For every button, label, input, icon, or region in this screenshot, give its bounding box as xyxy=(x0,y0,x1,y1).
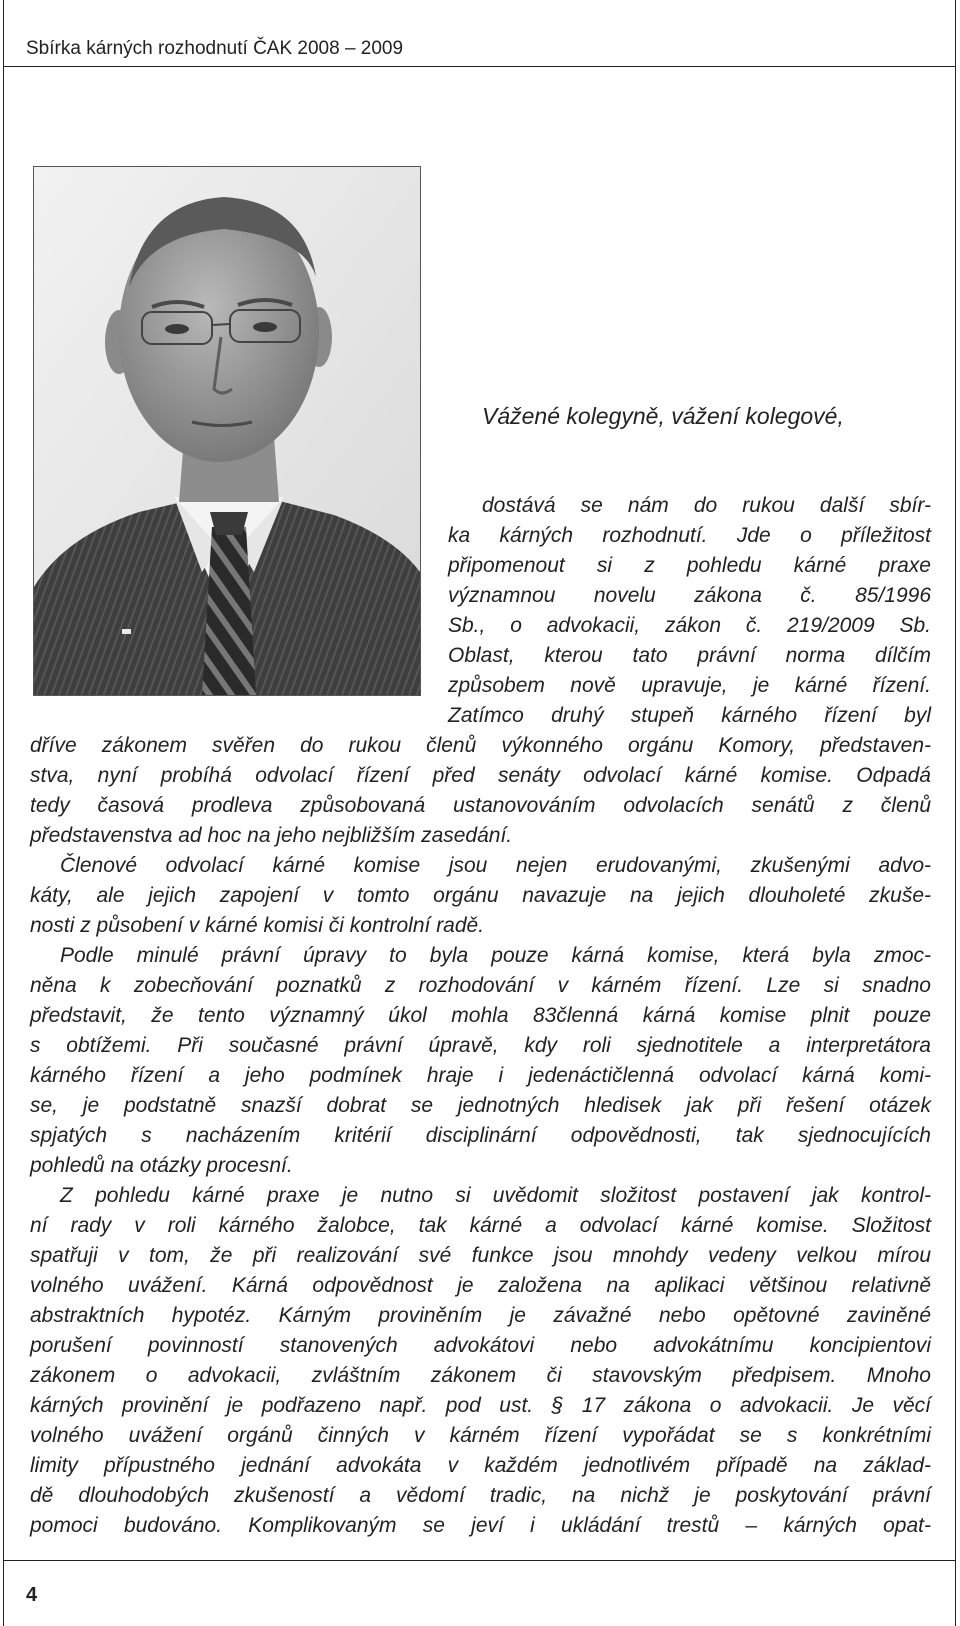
text-line: Podle minulé právní úpravy to byla pouze kárná komise, která byla zmoc- xyxy=(60,944,931,967)
text-line: nosti z působení v kárné komisi či kontrolní radě. xyxy=(30,914,485,937)
text-line: způsobem nově upravuje, je kárné řízení. xyxy=(448,674,931,697)
page-frame-right xyxy=(955,0,956,1626)
text-line: volného uvážení. Kárná odpovědnost je založena na aplikaci většinou relativně xyxy=(30,1274,931,1297)
body-text xyxy=(30,731,931,1541)
text-line: Sb., o advokacii, zákon č. 219/2009 Sb. xyxy=(448,614,931,637)
header-rule xyxy=(3,66,956,67)
text-line: připomenout si z pohledu kárné praxe xyxy=(448,554,931,577)
portrait-icon xyxy=(34,167,420,695)
wrapped-paragraph-opening xyxy=(448,491,931,731)
text-line: spatřuji v tom, že při realizování své funkce jsou mnohdy vedeny velkou mírou xyxy=(30,1244,931,1267)
text-line: dostává se nám do rukou další sbír- xyxy=(482,494,931,517)
text-line: kárných provinění je podřazeno např. pod ust. § 17 zákona o advokacii. Je věcí xyxy=(30,1394,931,1417)
text-line: s obtížemi. Při současné právní úpravě, kdy roli sjednotitele a interpretátora xyxy=(30,1034,931,1057)
text-line: pohledů na otázky procesní. xyxy=(30,1154,293,1177)
text-line: limity přípustného jednání advokáta v každém jednotlivém případě na základ- xyxy=(30,1454,931,1477)
text-line: Z pohledu kárné praxe je nutno si uvědomit složitost postavení jak kontrol- xyxy=(60,1184,931,1207)
salutation: Vážené kolegyně, vážení kolegové, xyxy=(482,403,844,429)
text-line: představenstva ad hoc na jeho nejbližším zasedání. xyxy=(30,824,513,847)
text-line: spjatých s nacházením kritérií disciplinární odpovědnosti, tak sjednocujících xyxy=(30,1124,931,1147)
text-line: volného uvážení orgánů činných v kárném řízení vypořádat se s konkrétními xyxy=(30,1424,931,1447)
text-line: abstraktních hypotéz. Kárným proviněním je závažné nebo opětovné zaviněné xyxy=(30,1304,931,1327)
text-line: Oblast, kterou tato právní norma dílčím xyxy=(448,644,931,667)
portrait-photo xyxy=(33,166,421,696)
text-line: něna k zobecňování poznatků z rozhodování v kárném řízení. Lze si snadno xyxy=(30,974,931,997)
running-header: Sbírka kárných rozhodnutí ČAK 2008 – 2009 xyxy=(26,38,404,59)
text-line: Zatímco druhý stupeň kárného řízení byl xyxy=(448,704,931,727)
text-line: porušení povinností stanovených advokátovi nebo advokátnímu koncipientovi xyxy=(30,1334,931,1357)
page-frame-left xyxy=(3,0,4,1626)
text-line: zákonem o advokacii, zvláštním zákonem či stavovským předpisem. Mnoho xyxy=(30,1364,931,1387)
text-line: tedy časová prodleva způsobovaná ustanovováním odvolacích senátů z členů xyxy=(30,794,931,817)
text-line: kárného řízení a jeho podmínek hraje i jedenáctičlenná odvolací kárná komi- xyxy=(30,1064,931,1087)
text-line: Členové odvolací kárné komise jsou nejen erudovanými, zkušenými advo- xyxy=(60,854,931,877)
text-line: káty, ale jejich zapojení v tomto orgánu navazuje na jejich dlouholeté zkuše- xyxy=(30,884,931,907)
page-number: 4 xyxy=(26,1584,38,1606)
text-line: představit, že tento významný úkol mohla 83členná kárná komise plnit pouze xyxy=(30,1004,931,1027)
text-line: ní rady v roli kárného žalobce, tak kárné a odvolací kárné komise. Složitost xyxy=(30,1214,931,1237)
text-line: dě dlouhodobých zkušeností a vědomí tradic, na nichž je poskytování právní xyxy=(30,1484,931,1507)
text-line: se, je podstatně snazší dobrat se jednotných hledisek jak při řešení otázek xyxy=(30,1094,931,1117)
footer-rule xyxy=(3,1560,956,1561)
text-line: pomoci budováno. Komplikovaným se jeví i ukládání trestů – kárných opat- xyxy=(30,1514,931,1537)
text-line: stva, nyní probíhá odvolací řízení před senáty odvolací kárné komise. Odpadá xyxy=(30,764,931,787)
text-line: významnou novelu zákona č. 85/1996 xyxy=(448,584,931,607)
text-line: dříve zákonem svěřen do rukou členů výkonného orgánu Komory, představen- xyxy=(30,734,931,757)
text-line: ka kárných rozhodnutí. Jde o příležitost xyxy=(448,524,931,547)
